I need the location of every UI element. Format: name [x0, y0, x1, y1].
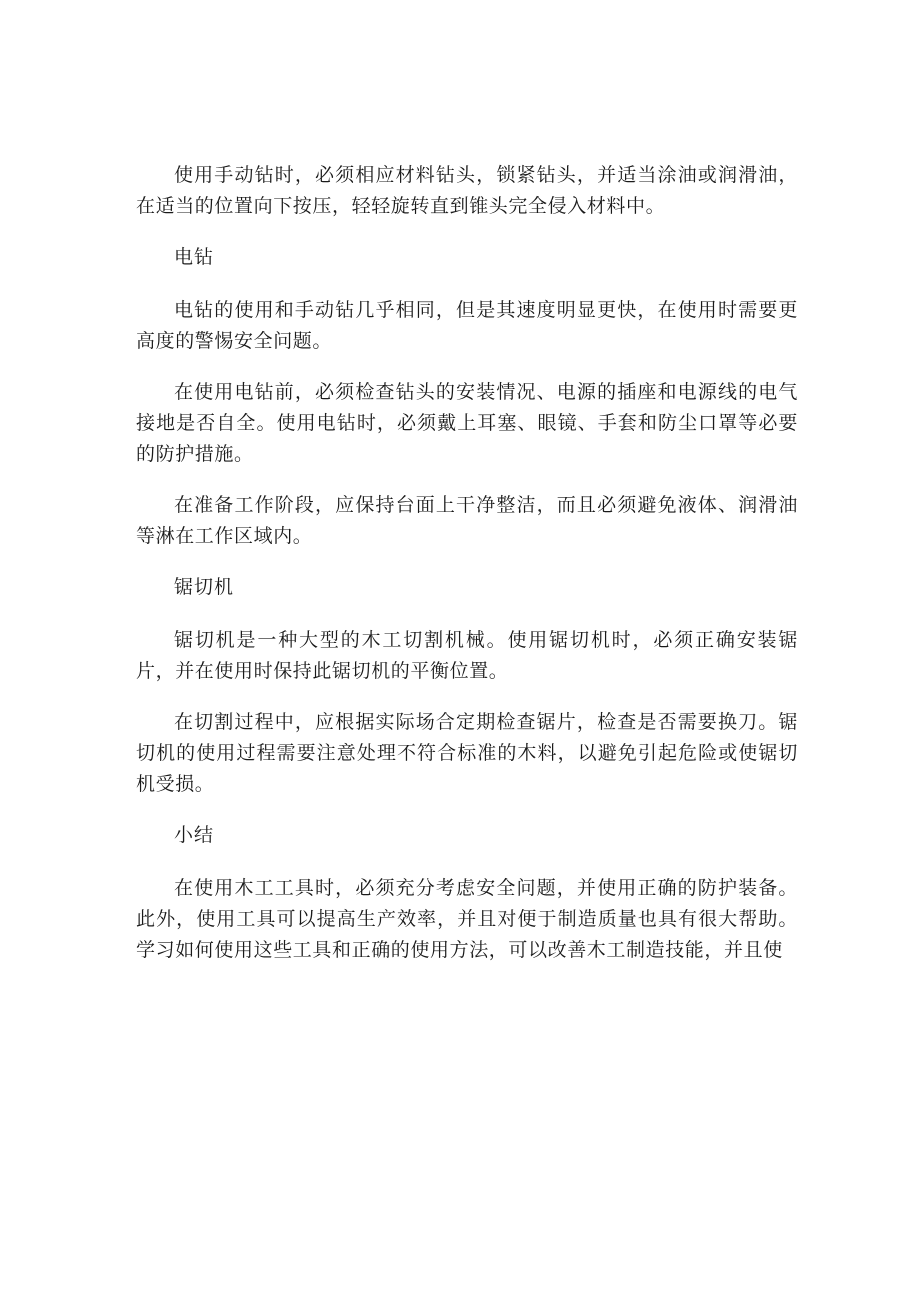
paragraph-saw-intro: 锯切机是一种大型的木工切割机械。使用锯切机时，必须正确安装锯片，并在使用时保持此锯切机的平衡位置。	[136, 629, 798, 682]
paragraph-electric-drill-safety: 在使用电钻前，必须检查钻头的安装情况、电源的插座和电源线的电气接地是否自全。使用电钻时，必须戴上耳塞、眼镜、手套和防尘口罩等必要的防护措施。	[136, 381, 798, 465]
section-heading-summary: 小结	[174, 824, 215, 846]
paragraph-saw-cutting: 在切割过程中，应根据实际场合定期检查锯片，检查是否需要换刀。锯切机的使用过程需要注意处理不符合标准的木料，以避免引起危险或使锯切机受损。	[136, 711, 798, 795]
section-heading-saw: 锯切机	[174, 576, 235, 598]
paragraph-electric-drill-intro: 电钻的使用和手动钻几乎相同，但是其速度明显更快，在使用时需要更高度的警惕安全问题。	[136, 299, 798, 352]
paragraph-preparation: 在准备工作阶段，应保持台面上干净整洁，而且必须避免液体、润滑油等淋在工作区域内。	[136, 494, 798, 547]
document-body	[136, 160, 798, 986]
paragraph-hand-drill: 使用手动钻时，必须相应材料钻头，锁紧钻头，并适当涂油或润滑油，在适当的位置向下按压，轻轻旋转直到锥头完全侵入材料中。	[136, 164, 798, 217]
section-heading-electric-drill: 电钻	[174, 246, 215, 268]
paragraph-summary: 在使用木工工具时，必须充分考虑安全问题，并使用正确的防护装备。此外，使用工具可以提高生产效率，并且对便于制造质量也具有很大帮助。学习如何使用这些工具和正确的使用方法，可以改善木工制造技能，并且使	[136, 877, 798, 961]
